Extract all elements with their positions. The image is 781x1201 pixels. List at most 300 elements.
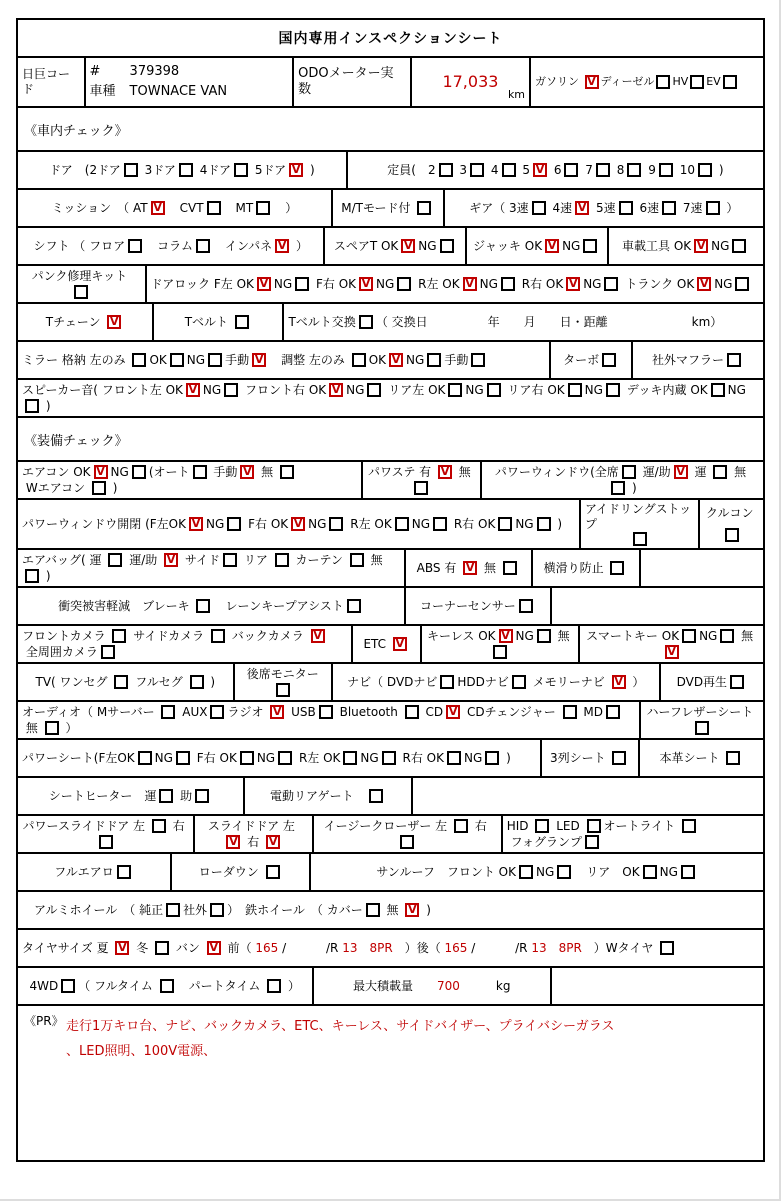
cameras-cell — [18, 626, 351, 662]
fuel-type-cell-label: HV — [672, 75, 689, 89]
capacity-cb5[interactable] — [502, 163, 516, 177]
puncture-kit-checkbox[interactable] — [74, 285, 88, 299]
aircon-cb11[interactable] — [92, 481, 106, 495]
jack-ok-checkbox[interactable]: V — [545, 239, 559, 253]
onboard-tools-cb3[interactable] — [732, 239, 746, 253]
cameras-label: サイドカメラ — [129, 628, 208, 643]
fuel-type-cell-label: EV — [706, 75, 721, 89]
empty-cell-cell — [411, 778, 763, 814]
power-window-cb1[interactable] — [622, 465, 636, 479]
speaker-sound-cb3[interactable] — [224, 383, 238, 397]
doors-label: 5ドア — [251, 162, 287, 177]
wheels-label: 社外 — [183, 902, 208, 917]
power-seat-cb1[interactable] — [138, 751, 152, 765]
speaker-sound-label: NG — [346, 382, 365, 397]
mirror-cb3[interactable] — [170, 353, 184, 367]
cameras-cb1[interactable] — [112, 629, 126, 643]
keyless-label: 無 — [553, 628, 574, 643]
power-slide-door-label: 右 — [168, 818, 189, 833]
speaker-sound-label: リア右 OK — [503, 382, 565, 397]
doors-cell — [18, 152, 346, 188]
aircon-cb5[interactable] — [193, 465, 207, 479]
cvt-checkbox[interactable] — [207, 201, 221, 215]
door-lock-cb11[interactable] — [501, 277, 515, 291]
lowdown-checkbox[interactable] — [266, 865, 280, 879]
lights-label: フォグランプ — [506, 834, 582, 849]
speaker-sound-cb11[interactable] — [487, 383, 501, 397]
idling-stop-checkbox[interactable] — [633, 532, 647, 546]
at-checkbox[interactable]: V — [151, 201, 165, 215]
idling-stop-label: アイドリングストップ — [584, 502, 692, 531]
fuel-ev-checkbox[interactable] — [723, 75, 737, 89]
mirror-label: 手動 — [225, 352, 250, 367]
power-seat-cb7[interactable] — [278, 751, 292, 765]
spare-ok-checkbox[interactable]: V — [401, 239, 415, 253]
shift-label: インパネ — [212, 238, 273, 253]
tools-ok-checkbox[interactable]: V — [694, 239, 708, 253]
door-3-checkbox[interactable] — [179, 163, 193, 177]
smart-key-cb3[interactable] — [720, 629, 734, 643]
sunroof-cb7[interactable] — [681, 865, 695, 879]
stability-control-cell — [531, 550, 639, 586]
collision-mitigation-cell — [18, 588, 404, 624]
mirror-label: OK — [368, 352, 387, 367]
spare-tire-cb3[interactable] — [440, 239, 454, 253]
door-2-checkbox[interactable] — [124, 163, 138, 177]
memory-navi-checkbox[interactable]: V — [612, 675, 626, 689]
fuel-type-cell-label: ガソリン — [535, 75, 583, 89]
wheels-cb3[interactable] — [210, 903, 224, 917]
aircon-label: ) — [108, 480, 118, 495]
stability-control-label: 横滑り防止 — [543, 560, 608, 575]
audio-label: USB — [287, 704, 316, 719]
power-window-operation-cb13[interactable] — [498, 517, 512, 531]
led-checkbox[interactable] — [587, 819, 601, 833]
audio-cb7[interactable] — [319, 705, 333, 719]
door-lock-cb3[interactable] — [295, 277, 309, 291]
fulltime-checkbox[interactable] — [160, 979, 174, 993]
power-window-operation-cb9[interactable] — [395, 517, 409, 531]
gears-label: 6速 — [635, 200, 660, 215]
door-lock-label: R右 OK — [517, 276, 564, 291]
timing-chain-label: Tチェーン — [45, 314, 105, 329]
power-steering-label: パワステ 有 — [367, 464, 435, 479]
4wd-label: （ フルタイム — [78, 978, 157, 993]
wheels-label: 無 — [382, 902, 403, 917]
turbo-label: ターボ — [563, 352, 600, 367]
t-belt-checkbox[interactable] — [235, 315, 249, 329]
dvd-playback-cell — [659, 664, 763, 700]
gears-cb5[interactable] — [619, 201, 633, 215]
aircon-cb3[interactable] — [132, 465, 146, 479]
door-lock-label: ドアロック F左 OK — [150, 276, 254, 291]
4wd-label: パートタイム — [176, 978, 265, 993]
door-lock-cb19[interactable] — [735, 277, 749, 291]
parttime-checkbox[interactable] — [267, 979, 281, 993]
navi-label: ナビ（ DVDナビ — [347, 674, 438, 689]
sheet-title: 国内専用インスペクションシート — [278, 31, 503, 47]
power-window-operation-label: ) — [553, 516, 563, 531]
fuel-type-cell — [529, 58, 763, 106]
muffler-checkbox[interactable] — [727, 353, 741, 367]
mirror-fold-manual-checkbox[interactable]: V — [252, 353, 266, 367]
lane-keep-checkbox[interactable] — [347, 599, 361, 613]
tire-winter-checkbox[interactable] — [155, 941, 169, 955]
power-steering-yes-checkbox[interactable]: V — [438, 465, 452, 479]
mt-checkbox[interactable] — [256, 201, 270, 215]
audio-cb9[interactable] — [405, 705, 419, 719]
door-lock-label: NG — [273, 276, 293, 291]
airbag-label: カーテン — [291, 552, 347, 567]
aircon-cell — [18, 462, 361, 498]
form-row — [18, 700, 763, 738]
smart-key-label: スマートキー OK — [586, 628, 680, 643]
rear-monitor-checkbox[interactable] — [276, 683, 290, 697]
form-row — [18, 498, 763, 548]
mt-mode-cell — [331, 190, 443, 226]
fuel-diesel-checkbox[interactable] — [656, 75, 670, 89]
number-label: # — [89, 63, 101, 79]
mirror-label: 手動 — [444, 352, 469, 367]
tire-size-label: ）後（ — [392, 940, 445, 955]
mt-mode-checkbox[interactable] — [417, 201, 431, 215]
power-window-operation-cb3[interactable] — [227, 517, 241, 531]
gears-label: 5速 — [592, 200, 616, 215]
slide-door-label: スライドドア 左 — [207, 818, 299, 833]
foglamp-checkbox[interactable] — [585, 835, 599, 849]
keyless-cell — [420, 626, 578, 662]
power-seat-cb11[interactable] — [382, 751, 396, 765]
airbag-cb9[interactable] — [350, 553, 364, 567]
third-row-seat-checkbox[interactable] — [612, 751, 626, 765]
form-row — [18, 340, 763, 378]
speaker-sound-cb9[interactable] — [448, 383, 462, 397]
power-window-operation-label: NG — [411, 516, 431, 531]
corner-sensor-label: コーナーセンサー — [420, 598, 516, 613]
airbag-driver-passenger-checkbox[interactable]: V — [164, 553, 178, 567]
mirror-label: OK — [149, 352, 167, 367]
t-chain-checkbox[interactable]: V — [107, 315, 121, 329]
back-camera-checkbox[interactable]: V — [311, 629, 325, 643]
power-seat-label: R左 OK — [295, 750, 341, 765]
door-4-checkbox[interactable] — [234, 163, 248, 177]
airbag-label: 運/助 — [125, 552, 162, 567]
lock-fl-ok-checkbox[interactable]: V — [257, 277, 271, 291]
airbag-label: エアバッグ( 運 — [22, 552, 106, 567]
fuel-gasoline-checkbox[interactable]: V — [585, 75, 599, 89]
fuel-hv-checkbox[interactable] — [690, 75, 704, 89]
navi-cb1[interactable] — [440, 675, 454, 689]
capacity-cb3[interactable] — [470, 163, 484, 177]
spare-tire-label: スペアT OK — [333, 238, 399, 253]
capacity-label: ) — [714, 162, 724, 177]
half-leather-checkbox[interactable] — [695, 721, 709, 735]
power-window-label: 運 — [690, 464, 711, 479]
tv-cb3[interactable] — [190, 675, 204, 689]
lowdown-cell — [170, 854, 309, 890]
aircon-manual-checkbox[interactable]: V — [240, 465, 254, 479]
tv-cb1[interactable] — [114, 675, 128, 689]
capacity-5-checkbox[interactable]: V — [533, 163, 547, 177]
power-seat-cb13[interactable] — [447, 751, 461, 765]
tire-van-checkbox[interactable]: V — [207, 941, 221, 955]
stability-checkbox[interactable] — [610, 561, 624, 575]
transmission-label: ） — [273, 200, 298, 215]
seat-heater-label: シートヒーター 運 — [48, 788, 157, 803]
capacity-cb1[interactable] — [439, 163, 453, 177]
capacity-cb9[interactable] — [564, 163, 578, 177]
empty-cell-cell — [550, 968, 763, 1004]
speaker-sound-cell — [18, 380, 763, 416]
power-seat-cb9[interactable] — [343, 751, 357, 765]
keyless-ok-checkbox[interactable]: V — [499, 629, 513, 643]
slide-door-right-checkbox[interactable]: V — [266, 835, 280, 849]
seat-heater-driver-checkbox[interactable] — [159, 789, 173, 803]
power-seat-label: パワーシート(F左OK — [22, 750, 135, 765]
speaker-sound-label: NG — [465, 382, 484, 397]
capacity-cb11[interactable] — [596, 163, 610, 177]
collision-brake-checkbox[interactable] — [196, 599, 210, 613]
door-lock-cb15[interactable] — [604, 277, 618, 291]
collision-mitigation-label: 衝突被害軽減 ブレーキ — [58, 598, 194, 613]
cameras-label: フロントカメラ — [22, 628, 110, 643]
power-slide-door-cb1[interactable] — [152, 819, 166, 833]
capacity-cb17[interactable] — [698, 163, 712, 177]
navi-label: HDDナビ — [457, 674, 509, 689]
door-5-checkbox[interactable]: V — [289, 163, 303, 177]
seat-heater-cell — [18, 778, 243, 814]
power-window-operation-label: NG — [308, 516, 327, 531]
power-rear-gate-checkbox[interactable] — [369, 789, 383, 803]
airbag-cb1[interactable] — [108, 553, 122, 567]
4wd-checkbox[interactable] — [61, 979, 75, 993]
cruise-control-label: クルコン — [705, 505, 758, 520]
form-row — [18, 814, 763, 852]
shift-cb1[interactable] — [128, 239, 142, 253]
power-slide-door-cb3[interactable] — [99, 835, 113, 849]
capacity-cb13[interactable] — [627, 163, 641, 177]
power-seat-cb15[interactable] — [485, 751, 499, 765]
audio-label: CDチェンジャー — [463, 704, 560, 719]
cameras-cb7[interactable] — [101, 645, 115, 659]
doors-label: 4ドア — [195, 162, 231, 177]
speaker-sound-cb7[interactable] — [367, 383, 381, 397]
pr-line: 走行1万キロ台、ナビ、バックカメラ、ETC、キーレス、サイドバイザー、プライバシーガラス — [66, 1019, 615, 1034]
form-row — [18, 738, 763, 776]
keyless-cb3[interactable] — [537, 629, 551, 643]
w-tire-checkbox[interactable] — [660, 941, 674, 955]
airbag-cb7[interactable] — [275, 553, 289, 567]
fuel-type-cell-label: ディーゼル — [600, 75, 655, 89]
lock-rl-ok-checkbox[interactable]: V — [463, 277, 477, 291]
gear-4speed-checkbox[interactable]: V — [575, 201, 589, 215]
full-aero-checkbox[interactable] — [117, 865, 131, 879]
corner-sensor-checkbox[interactable] — [519, 599, 533, 613]
door-lock-label: トランク OK — [621, 276, 695, 291]
speaker-fl-ok-checkbox[interactable]: V — [186, 383, 200, 397]
power-seat-label: NG — [463, 750, 483, 765]
puncture-kit-label: パンク修理キット — [31, 268, 131, 283]
shift-inpane-checkbox[interactable]: V — [275, 239, 289, 253]
speaker-sound-label: NG — [727, 382, 746, 397]
mirror-adjust-ok-checkbox[interactable]: V — [389, 353, 403, 367]
sunroof-cb1[interactable] — [519, 865, 533, 879]
capacity-label: 5 — [518, 162, 530, 177]
audio-label: AUX — [178, 704, 208, 719]
gears-cb1[interactable] — [532, 201, 546, 215]
power-window-cb7[interactable] — [611, 481, 625, 495]
audio-cb17[interactable] — [45, 721, 59, 735]
shift-label: シフト （ フロア — [33, 238, 126, 253]
audio-cb13[interactable] — [563, 705, 577, 719]
keyless-label: NG — [515, 628, 534, 643]
audio-cb1[interactable] — [161, 705, 175, 719]
tire-size-label: バン — [172, 940, 204, 955]
seat-heater-label: 助 — [176, 788, 193, 803]
smart-key-none-checkbox[interactable]: V — [665, 645, 679, 659]
mirror-cb1[interactable] — [132, 353, 146, 367]
doors-label: ) — [306, 162, 315, 177]
tire-size-label: タイヤサイズ 夏 — [22, 940, 113, 955]
wheels-cb1[interactable] — [166, 903, 180, 917]
leather-seat-cell — [638, 740, 763, 776]
mirror-cb13[interactable] — [427, 353, 441, 367]
power-window-cell — [480, 462, 763, 498]
slide-door-left-checkbox[interactable]: V — [226, 835, 240, 849]
form-row — [18, 662, 763, 700]
cameras-label: バックカメラ — [227, 628, 308, 643]
empty-cell-cell — [550, 588, 763, 624]
shift-label: コラム — [145, 238, 193, 253]
power-seat-cb5[interactable] — [240, 751, 254, 765]
wheels-cell — [18, 892, 763, 928]
mirror-cb9[interactable] — [352, 353, 366, 367]
speaker-sound-cb13[interactable] — [568, 383, 582, 397]
t-belt-exchange-checkbox[interactable] — [359, 315, 373, 329]
easy-closer-label: 右 — [470, 818, 491, 833]
speaker-sound-cb15[interactable] — [606, 383, 620, 397]
wheel-no-cover-checkbox[interactable]: V — [405, 903, 419, 917]
power-window-operation-cb15[interactable] — [537, 517, 551, 531]
sunroof-label: サンルーフ フロント OK — [376, 864, 516, 879]
etc-cell — [351, 626, 420, 662]
speaker-fr-ok-checkbox[interactable]: V — [329, 383, 343, 397]
sunroof-label: リア OK — [574, 864, 640, 879]
stock-number-line — [90, 62, 180, 82]
wheels-cb5[interactable] — [366, 903, 380, 917]
audio-cb3[interactable] — [210, 705, 224, 719]
power-window-operation-label: R左 OK — [346, 516, 392, 531]
lock-fr-ok-checkbox[interactable]: V — [359, 277, 373, 291]
easy-closer-cb1[interactable] — [454, 819, 468, 833]
pw-driver-passenger-checkbox[interactable]: V — [674, 465, 688, 479]
pw-fr-ok-checkbox[interactable]: V — [291, 517, 305, 531]
power-window-cb5[interactable] — [713, 465, 727, 479]
power-seat-cb3[interactable] — [176, 751, 190, 765]
power-window-label: パワーウィンドウ(全席 — [494, 464, 619, 479]
tire-summer-checkbox[interactable]: V — [115, 941, 129, 955]
jack-cb3[interactable] — [583, 239, 597, 253]
capacity-label: 6 — [550, 162, 562, 177]
autolight-checkbox[interactable] — [682, 819, 696, 833]
leather-seat-checkbox[interactable] — [726, 751, 740, 765]
speaker-sound-cb19[interactable] — [25, 399, 39, 413]
abs-cb3[interactable] — [503, 561, 517, 575]
shift-cb3[interactable] — [196, 239, 210, 253]
cameras-cb3[interactable] — [211, 629, 225, 643]
door-lock-cell — [145, 266, 763, 302]
turbo-checkbox[interactable] — [602, 353, 616, 367]
puncture-kit-cell — [18, 266, 145, 302]
door-lock-cb7[interactable] — [397, 277, 411, 291]
smart-key-cb1[interactable] — [682, 629, 696, 643]
radio-checkbox[interactable]: V — [270, 705, 284, 719]
dvd-playback-checkbox[interactable] — [730, 675, 744, 689]
form-row — [18, 852, 763, 890]
mirror-cb5[interactable] — [208, 353, 222, 367]
power-slide-door-cell — [18, 816, 193, 852]
onboard-tools-label: 車載工具 OK — [622, 238, 692, 253]
mirror-cb15[interactable] — [471, 353, 485, 367]
smart-key-label: 無 — [737, 628, 757, 643]
gears-cb7[interactable] — [662, 201, 676, 215]
capacity-cb15[interactable] — [659, 163, 673, 177]
transmission-label: MT — [223, 200, 254, 215]
keyless-cb5[interactable] — [493, 645, 507, 659]
power-steering-cb3[interactable] — [414, 481, 428, 495]
cameras-label: 全周囲カメラ — [22, 644, 98, 659]
model-label: 車種 — [89, 84, 116, 99]
shift-cell — [18, 228, 323, 264]
collision-mitigation-label: レーンキープアシスト — [213, 598, 344, 613]
etc-checkbox[interactable]: V — [393, 637, 407, 651]
mirror-label: ミラー 格納 左のみ — [22, 352, 130, 367]
audio-label: CD — [421, 704, 444, 719]
pw-fl-ok-checkbox[interactable]: V — [189, 517, 203, 531]
sunroof-cb3[interactable] — [557, 865, 571, 879]
power-window-operation-cb7[interactable] — [329, 517, 343, 531]
door-lock-label: NG — [714, 276, 733, 291]
seat-heater-passenger-checkbox[interactable] — [195, 789, 209, 803]
lock-trunk-ok-checkbox[interactable]: V — [697, 277, 711, 291]
hid-checkbox[interactable] — [535, 819, 549, 833]
navi-cb3[interactable] — [512, 675, 526, 689]
airbag-cb11[interactable] — [25, 569, 39, 583]
cd-checkbox[interactable]: V — [446, 705, 460, 719]
aircon-ok-checkbox[interactable]: V — [94, 465, 108, 479]
mt-mode-label: M/Tモード付 — [341, 200, 415, 215]
gears-cb9[interactable] — [706, 201, 720, 215]
abs-yes-checkbox[interactable]: V — [463, 561, 477, 575]
airbag-cb5[interactable] — [223, 553, 237, 567]
abs-label: ABS 有 — [416, 560, 461, 575]
aircon-cb9[interactable] — [280, 465, 294, 479]
lock-rr-ok-checkbox[interactable]: V — [566, 277, 580, 291]
audio-cb15[interactable] — [606, 705, 620, 719]
cruise-control-checkbox[interactable] — [725, 528, 739, 542]
speaker-sound-cb17[interactable] — [711, 383, 725, 397]
speaker-sound-label: ) — [42, 398, 51, 413]
capacity-label: 9 — [644, 162, 656, 177]
power-window-operation-cb11[interactable] — [433, 517, 447, 531]
idling-stop-cell — [579, 500, 698, 548]
easy-closer-cb3[interactable] — [400, 835, 414, 849]
sunroof-cb5[interactable] — [643, 865, 657, 879]
spare-tire-label: NG — [418, 238, 437, 253]
lights-cell — [501, 816, 763, 852]
capacity-label: 8 — [612, 162, 625, 177]
tire-size-value: 165 — [255, 940, 279, 955]
